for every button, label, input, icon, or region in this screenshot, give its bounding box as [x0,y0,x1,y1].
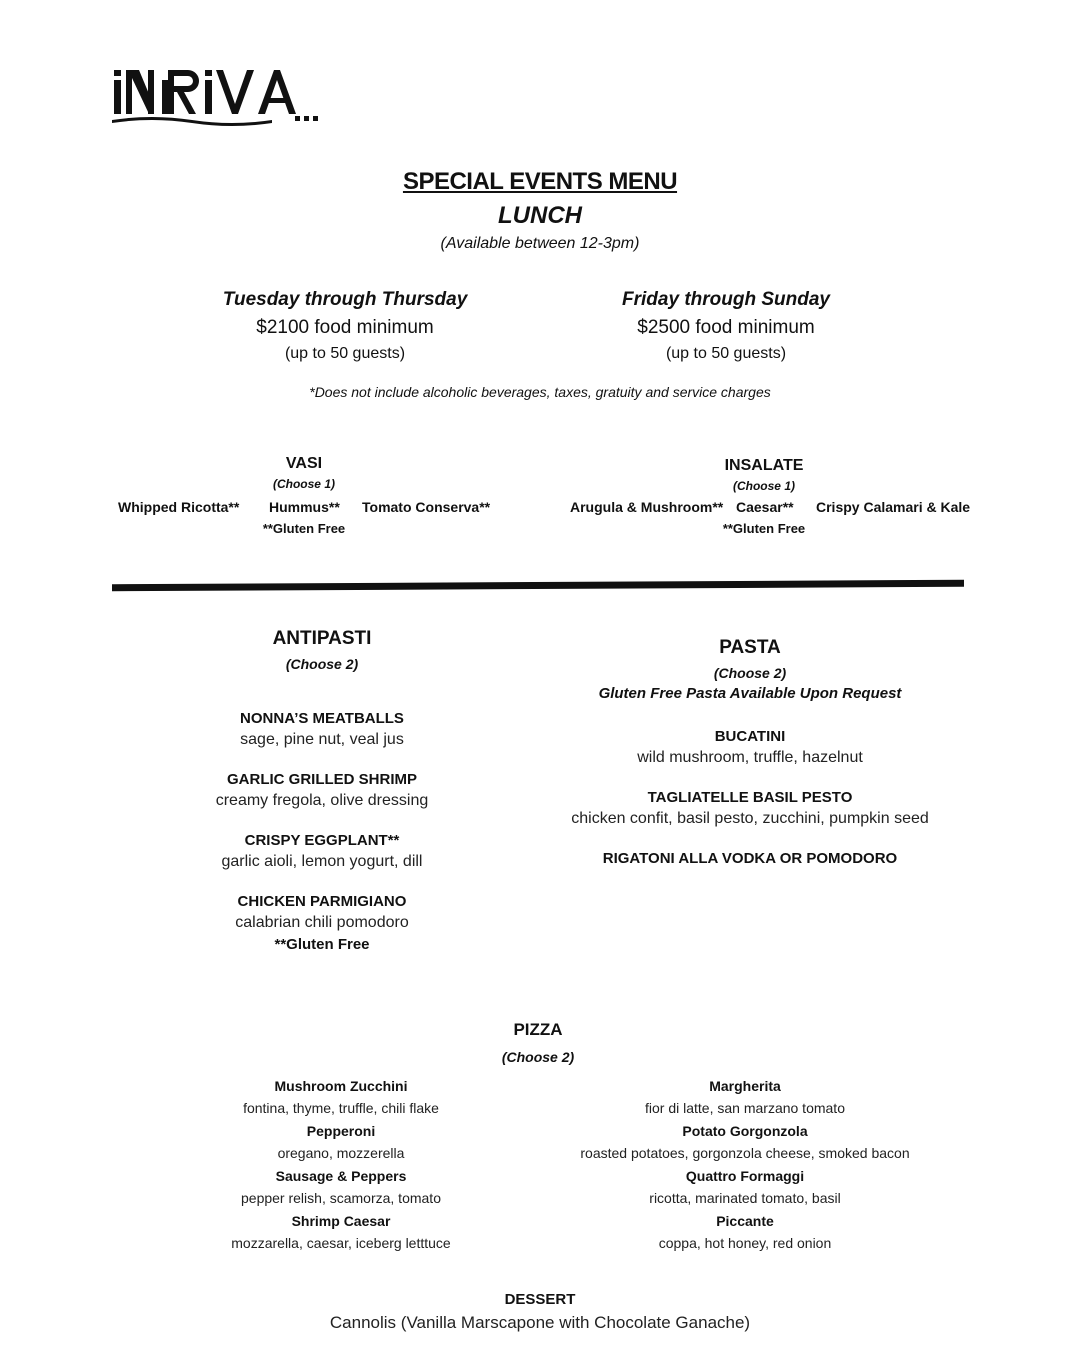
dessert-section [0,1291,1080,1333]
pizza-list-left [181,1075,501,1255]
item-desc: chicken confit, basil pesto, zucchini, pumpkin seed [571,810,929,827]
vasi-option: Hummus** [269,499,340,515]
pizza-list-right [545,1075,945,1255]
vasi-option: Whipped Ricotta** [118,499,240,515]
vasi-option: Tomato Conserva** [362,499,491,515]
menu-title: SPECIAL EVENTS MENU [402,168,678,195]
pricing-weekday [145,289,545,363]
pizza-name: Pepperoni [306,1123,376,1139]
insalate-gluten-free-note: **Gluten Free [722,521,806,536]
insalate-option: Arugula & Mushroom** [570,499,724,515]
item-desc: calabrian chili pomodoro [235,914,409,931]
pricing-days: Tuesday through Thursday [222,289,468,310]
item-name: BUCATINI [714,728,786,745]
antipasti-choose: (Choose 2) [285,656,359,672]
pizza-desc: pepper relish, scamorza, tomato [241,1190,441,1206]
insalate-heading: INSALATE [724,457,804,474]
antipasti-item [142,893,502,953]
item-name: NONNA’S MEATBALLS [240,710,404,727]
pasta-section [540,637,960,867]
item-name: CHICKEN PARMIGIANO [237,893,407,910]
item-desc: sage, pine nut, veal jus [240,731,404,748]
brand-logo [112,66,322,128]
vasi-gluten-free-note: **Gluten Free [262,521,346,536]
gluten-free-note: **Gluten Free [274,936,370,953]
pizza-name: Piccante [716,1213,774,1229]
item-desc: creamy fregola, olive dressing [215,792,429,809]
pizza-desc: coppa, hot honey, red onion [658,1235,832,1251]
dessert-heading: DESSERT [504,1291,576,1308]
pizza-desc: oregano, mozzerella [277,1145,405,1161]
pasta-item [540,728,960,767]
pizza-name: Mushroom Zucchini [274,1078,408,1094]
item-name: GARLIC GRILLED SHRIMP [227,771,417,788]
pizza-name: Margherita [709,1078,781,1094]
insalate-choose: (Choose 1) [732,479,795,493]
antipasti-section [142,628,502,953]
pizza-desc: ricotta, marinated tomato, basil [649,1190,841,1206]
pizza-name: Sausage & Peppers [275,1168,407,1184]
antipasti-heading: ANTIPASTI [272,628,372,649]
item-desc: garlic aioli, lemon yogurt, dill [221,853,423,870]
item-name: CRISPY EGGPLANT** [244,832,400,849]
pasta-choose: (Choose 2) [713,665,787,681]
dessert-desc: Cannolis (Vanilla Marscapone with Chocolate Ganache) [329,1313,751,1332]
pizza-desc: roasted potatoes, gorgonzola cheese, smoked bacon [580,1145,910,1161]
antipasti-item [142,832,502,871]
pricing-guests: (up to 50 guests) [665,345,787,362]
pizza-choose: (Choose 2) [501,1049,575,1065]
pizza-name: Quattro Formaggi [685,1168,805,1184]
vasi-section [204,455,404,491]
menu-subtitle: LUNCH [498,202,582,229]
pasta-heading: PASTA [719,637,781,658]
availability-note: (Available between 12-3pm) [440,235,640,252]
insalate-section [664,457,864,493]
pasta-item [540,789,960,828]
pricing-guests: (up to 50 guests) [284,345,406,362]
pizza-desc: fior di latte, san marzano tomato [645,1100,845,1116]
insalate-option: Crispy Calamari & Kale [816,499,971,515]
pizza-section [438,1020,638,1065]
pricing-minimum: $2500 food minimum [637,317,815,338]
pasta-item [540,850,960,867]
pizza-heading: PIZZA [513,1020,563,1039]
pasta-gluten-free-note: Gluten Free Pasta Available Upon Request [598,685,902,702]
item-name: RIGATONI ALLA VODKA OR POMODORO [602,850,898,867]
section-divider [112,580,964,591]
pizza-name: Potato Gorgonzola [682,1123,808,1139]
antipasti-item [142,771,502,810]
pricing-note: *Does not include alcoholic beverages, taxes, gratuity and service charges [309,384,771,400]
pricing-weekend [526,289,926,363]
item-desc: wild mushroom, truffle, hazelnut [637,749,863,766]
item-name: TAGLIATELLE BASIL PESTO [647,789,853,806]
pizza-desc: mozzarella, caesar, iceberg letttuce [231,1235,451,1251]
pizza-name: Shrimp Caesar [291,1213,391,1229]
antipasti-item [142,710,502,749]
pricing-minimum: $2100 food minimum [256,317,434,338]
vasi-choose: (Choose 1) [272,477,335,491]
vasi-heading: VASI [285,455,323,472]
pizza-desc: fontina, thyme, truffle, chili flake [243,1100,439,1116]
insalate-option: Caesar** [736,499,794,515]
pricing-days: Friday through Sunday [622,289,830,310]
